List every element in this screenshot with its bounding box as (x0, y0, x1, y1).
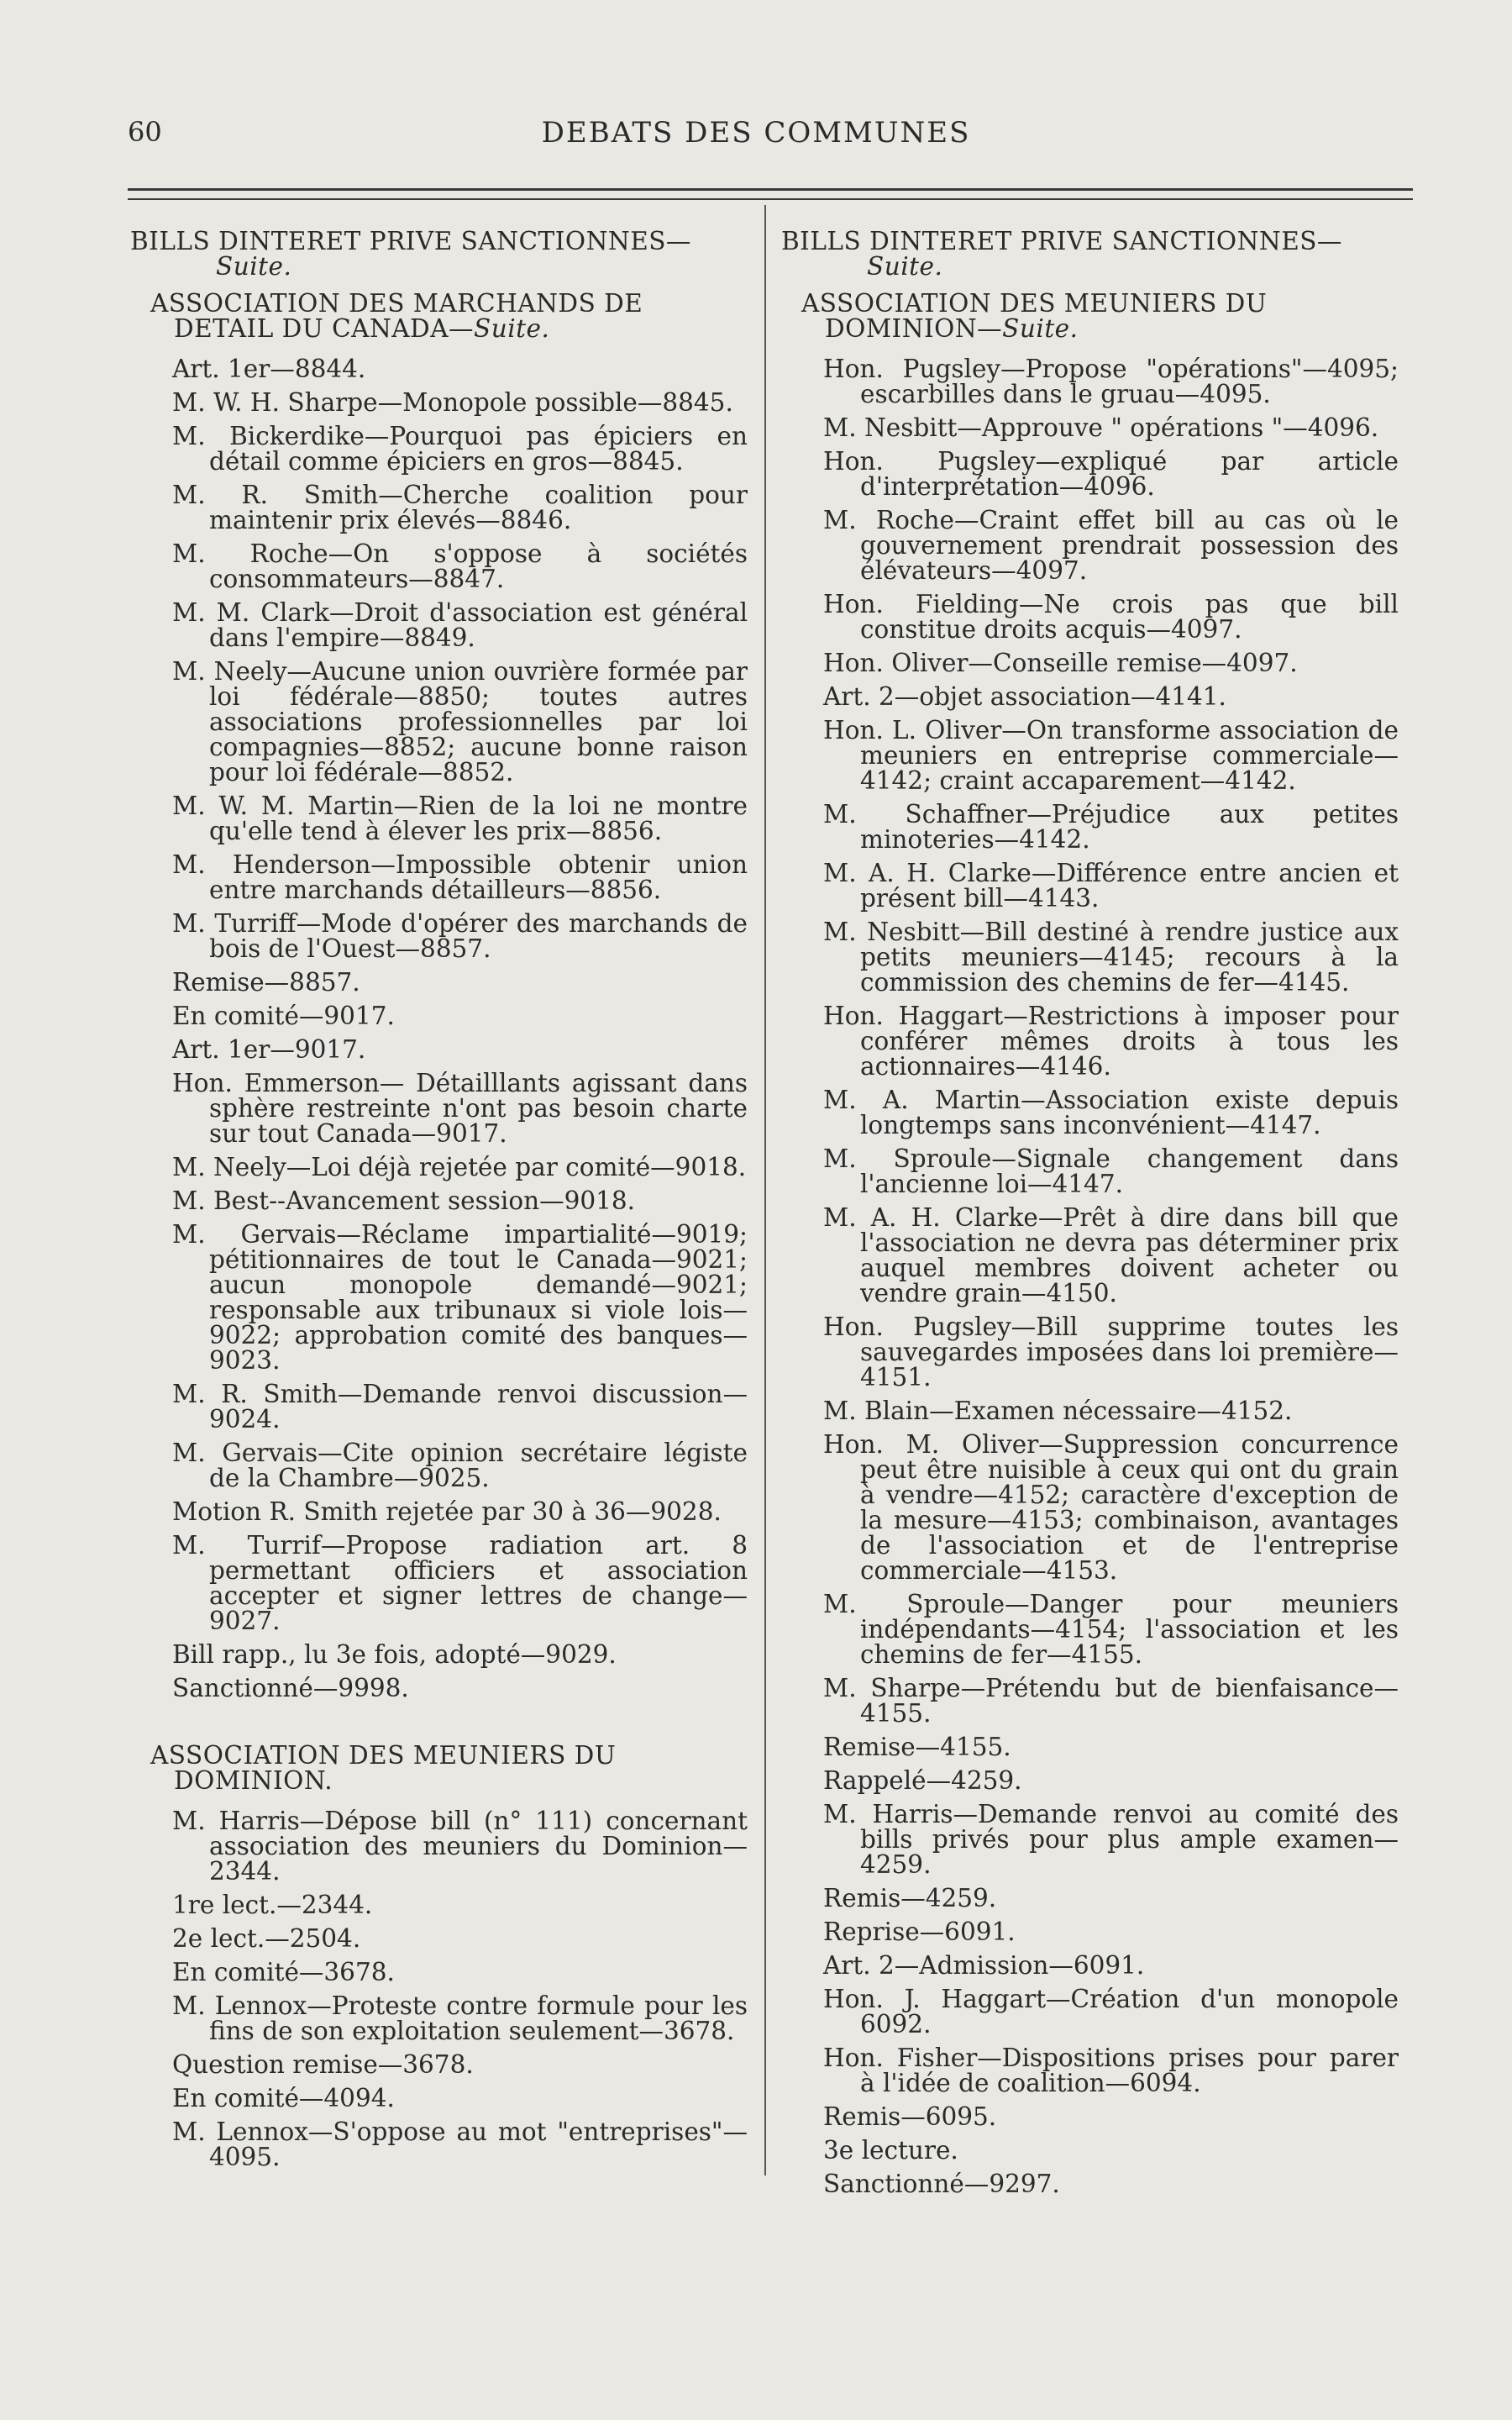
subsection-title-meuniers: ASSOCIATION DES MEUNIERS DU DOMINION. (150, 1741, 617, 1795)
index-entry: Rappelé—4259. (823, 1766, 1022, 1795)
section-title-text: BILLS DINTERET PRIVE SANCTIONNES— (781, 227, 1342, 255)
index-entry: 3e lecture. (823, 2136, 958, 2165)
index-entry: M. A. H. Clarke—Différence entre ancien et présent bill—4143. (823, 859, 1399, 913)
column-divider (764, 205, 766, 2175)
index-entry: M. Sharpe—Prétendu but de bienfaisance—4155. (823, 1674, 1399, 1728)
index-entry: M. Gervais—Réclame impartialité—9019; pétitionnaires de tout le Canada—9021; aucun monopole demandé—9021; responsable aux tribunaux si viole lois—9022; approbation comité des banques—9023. (172, 1220, 748, 1375)
index-entry: M. Sproule—Danger pour meuniers indépendants—4154; l'association et les chemins de fer—4155. (823, 1590, 1399, 1669)
index-entry: M. Schaffner—Préjudice aux petites minoteries—4142. (823, 800, 1399, 854)
index-entry: M. Roche—On s'oppose à sociétés consommateurs—8847. (172, 539, 748, 593)
index-entry: M. A. Martin—Association existe depuis longtemps sans inconvénient—4147. (823, 1086, 1399, 1139)
index-entry: Hon. Fielding—Ne crois pas que bill constitue droits acquis—4097. (823, 590, 1399, 644)
index-entry: M. Gervais—Cite opinion secrétaire légiste de la Chambre—9025. (172, 1439, 748, 1492)
index-entry: Art. 2—Admission—6091. (823, 1951, 1145, 1980)
index-entry: Remise—8857. (172, 968, 360, 997)
subsection-title-suffix: Suite. (474, 314, 550, 343)
index-entry: Hon. Haggart—Restrictions à imposer pour conférer mêmes droits à tous les actionnaires—4146. (823, 1002, 1399, 1081)
subsection-title-text: ASSOCIATION DES MARCHANDS DE DETAIL DU CANADA— (150, 289, 643, 343)
index-entry: M. R. Smith—Demande renvoi discussion—9024. (172, 1380, 748, 1434)
index-entry: M. Lennox—S'oppose au mot "entreprises"—4095. (172, 2118, 748, 2171)
index-entry: Art. 1er—9017. (172, 1035, 366, 1064)
index-entry: Hon. Pugsley—Bill supprime toutes les sauvegardes imposées dans loi première—4151. (823, 1313, 1399, 1392)
index-entry: Hon. Emmerson— Détailllants agissant dans sphère restreinte n'ont pas besoin charte sur tout Canada—9017. (172, 1069, 748, 1148)
index-entry: M. Bickerdike—Pourquoi pas épiciers en détail comme épiciers en gros—8845. (172, 422, 748, 476)
subsection-title-detail (130, 291, 748, 341)
index-entry: M. W. M. Martin—Rien de la loi ne montre qu'elle tend à élever les prix—8856. (172, 792, 748, 845)
index-entry: 1re lect.—2344. (172, 1891, 373, 1919)
section-title-text: BILLS DINTERET PRIVE SANCTIONNES— (130, 227, 691, 255)
index-entry: En comité—3678. (172, 1958, 395, 1986)
subsection-title-meuniers-cont (781, 291, 1399, 341)
index-entry: Hon. Pugsley—expliqué par article d'interprétation—4096. (823, 447, 1399, 501)
header-rule-bottom (128, 198, 1413, 200)
index-entry: M. Turriff—Mode d'opérer des marchands de bois de l'Ouest—8857. (172, 909, 748, 963)
index-entry: M. M. Clark—Droit d'association est général dans l'empire—8849. (172, 598, 748, 652)
index-entry: Remis—6095. (823, 2102, 997, 2131)
index-entry: Hon. Pugsley—Propose "opérations"—4095; escarbilles dans le gruau—4095. (823, 355, 1399, 408)
section-title-continued: Suite. (216, 252, 292, 281)
section-gap (130, 1709, 748, 1731)
right-column (781, 229, 1399, 2205)
page-number: 60 (128, 116, 162, 148)
entry-list-meuniers-cont (781, 356, 1399, 2196)
index-entry: M. Blain—Examen nécessaire—4152. (823, 1397, 1293, 1425)
index-entry: Hon. Oliver—Conseille remise—4097. (823, 649, 1298, 677)
page-header (0, 116, 1512, 166)
index-entry: M. Best--Avancement session—9018. (172, 1186, 636, 1215)
index-entry: M. Neely—Loi déjà rejetée par comité—9018. (172, 1153, 747, 1181)
index-entry: Hon. M. Oliver—Suppression concurrence peut être nuisible à ceux qui ont du grain à vendre—4152; caractère d'exception de la mesure—4153; combinaison, avantages de l'association et de l'entreprise commerciale—4153. (823, 1430, 1399, 1585)
index-entry: M. Roche—Craint effet bill au cas où le gouvernement prendrait possession des élévateurs—4097. (823, 506, 1399, 585)
index-entry: Bill rapp., lu 3e fois, adopté—9029. (172, 1640, 617, 1669)
index-entry: M. A. H. Clarke—Prêt à dire dans bill que l'association ne devra pas déterminer prix auquel membres doivent acheter ou vendre grain—4150. (823, 1203, 1399, 1307)
section-title-continued: Suite. (867, 252, 943, 281)
index-entry: Motion R. Smith rejetée par 30 à 36—9028. (172, 1497, 722, 1526)
index-entry: M. Turrif—Propose radiation art. 8 permettant officiers et association accepter et signer lettres de change—9027. (172, 1531, 748, 1635)
section-title (130, 229, 748, 279)
index-entry: Remis—4259. (823, 1884, 997, 1912)
index-entry: M. Harris—Dépose bill (n° 111) concernant association des meuniers du Dominion—2344. (172, 1807, 748, 1886)
index-entry: Remise—4155. (823, 1733, 1011, 1761)
index-entry: Hon. J. Haggart—Création d'un monopole 6092. (823, 1985, 1399, 2039)
entry-list-meuniers (130, 1808, 748, 2170)
index-entry: M. W. H. Sharpe—Monopole possible—8845. (172, 388, 733, 417)
index-entry: M. Henderson—Impossible obtenir union entre marchands détailleurs—8856. (172, 850, 748, 904)
subsection-title-suffix: Suite. (1002, 314, 1079, 343)
index-entry: En comité—4094. (172, 2084, 395, 2112)
index-entry: Hon. L. Oliver—On transforme association de meuniers en entreprise commerciale—4142; craint accaparement—4142. (823, 716, 1399, 795)
left-column (130, 229, 748, 2178)
index-entry: M. Harris—Demande renvoi au comité des bills privés pour plus ample examen—4259. (823, 1800, 1399, 1879)
index-entry: Hon. Fisher—Dispositions prises pour parer à l'idée de coalition—6094. (823, 2044, 1399, 2097)
section-title (781, 229, 1399, 279)
index-entry: 2e lect.—2504. (172, 1924, 361, 1953)
header-rule-top (128, 188, 1413, 191)
index-entry: Art. 1er—8844. (172, 355, 366, 383)
running-title: DEBATS DES COMMUNES (541, 116, 971, 150)
index-entry: M. Neely—Aucune union ouvrière formée par loi fédérale—8850; toutes autres associations professionnelles par loi compagnies—8852; aucune bonne raison pour loi fédérale—8852. (172, 657, 748, 786)
entry-list-detail (130, 356, 748, 1701)
index-entry: M. R. Smith—Cherche coalition pour maintenir prix élevés—8846. (172, 481, 748, 534)
index-entry: M. Nesbitt—Approuve " opérations "—4096. (823, 413, 1379, 442)
index-entry: M. Lennox—Proteste contre formule pour les fins de son exploitation seulement—3678. (172, 1991, 748, 2045)
index-entry: Sanctionné—9998. (172, 1674, 409, 1702)
index-entry: Sanctionné—9297. (823, 2170, 1060, 2198)
index-entry: M. Sproule—Signale changement dans l'ancienne loi—4147. (823, 1144, 1399, 1198)
index-entry: M. Nesbitt—Bill destiné à rendre justice aux petits meuniers—4145; recours à la commission des chemins de fer—4145. (823, 918, 1399, 997)
index-entry: Question remise—3678. (172, 2050, 474, 2079)
index-entry: Art. 2—objet association—4141. (823, 682, 1226, 711)
subsection-title-text: ASSOCIATION DES MEUNIERS DU DOMINION— (801, 289, 1268, 343)
index-entry: En comité—9017. (172, 1002, 395, 1030)
index-entry: Reprise—6091. (823, 1918, 1016, 1946)
